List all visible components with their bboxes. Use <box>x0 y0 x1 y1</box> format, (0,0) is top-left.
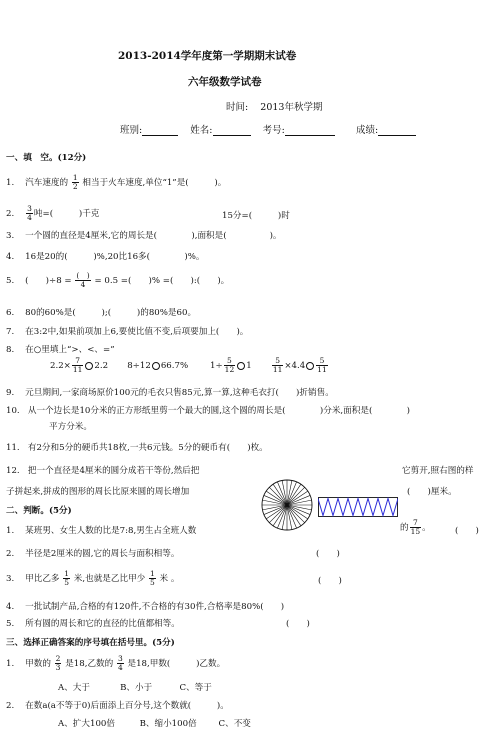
class-label: 班别: <box>120 125 143 136</box>
s1-question-8: 8. 在○里填上“>、<、=” <box>6 345 115 355</box>
circle-sector-line <box>287 505 305 523</box>
fraction: $\frac{1}{2}$ <box>72 173 78 191</box>
exam-title: 2013-2014学年度第一学期期末试卷 <box>118 50 297 62</box>
name-field[interactable] <box>213 126 251 136</box>
s2-q5-mark[interactable]: ( ) <box>286 619 310 629</box>
time-label: 时间: <box>226 102 249 113</box>
section3-title: 三、选择正确答案的序号填在括号里。(5分) <box>6 638 175 648</box>
class-field[interactable] <box>142 126 178 136</box>
s3-question-1: 1. 甲数的 $\frac{2}{3}$ 是18,乙数的 $\frac{3}{4}$ 是18,甲数( )乙数。 <box>6 654 226 672</box>
fraction: $\frac{( )}{4}$ <box>76 271 90 289</box>
s1-question-11: 11. 有2分和5分的硬币共18枚,一共6元钱。5分的硬币有( )枚。 <box>6 443 268 453</box>
s1-question-7: 7. 在3:2中,如果前项加上6,要使比值不变,后项要加上( )。 <box>6 327 249 337</box>
s1-question-6: 6. 80的60%是( );( )的80%是60。 <box>6 308 197 318</box>
s1-question-12-cont: 子拼起来,拼成的图形的周长比原来圆的周长增加 <box>6 487 190 497</box>
s3-question-2: 2. 在数a(a不等于0)后面添上百分号,这个数就( )。 <box>6 701 229 711</box>
s3-q1-options <box>58 681 212 693</box>
s2-question-1-tail: 的 $\frac{7}{15}$ 。 <box>400 518 431 536</box>
exam-no-field[interactable] <box>285 126 335 136</box>
s1-question-2: 2. $\frac{3}{4}$ 吨=( )千克 <box>6 204 100 222</box>
s3-q2-options <box>58 717 251 729</box>
divided-circle-figure <box>260 478 314 532</box>
s2-q3-mark[interactable]: ( ) <box>318 576 342 586</box>
s2-question-1: 1. 某班男、女生人数的比是7:8,男生占全班人数 <box>6 526 197 536</box>
exam-time <box>226 99 322 113</box>
circle-sector-line <box>269 505 287 523</box>
student-info-row <box>120 122 416 136</box>
circle-sector-line <box>269 487 287 505</box>
name-label: 姓名: <box>190 125 213 136</box>
option-a[interactable]: A、大于 <box>58 683 90 693</box>
section1-title: 一、填 空。(12分) <box>6 153 87 163</box>
s1-question-10-cont: 平方分米。 <box>49 422 92 432</box>
s1-question-9: 9. 元旦期间,一家商场原价100元的毛衣只售85元,算一算,这种毛衣打( )折销售。 <box>6 388 334 398</box>
s1-question-12-right: 它剪开,照右图的样 <box>402 466 474 476</box>
score-field[interactable] <box>378 126 416 136</box>
s2-question-4: 4. 一批试制产品,合格的有120件,不合格的有30件,合格率是80%( ) <box>6 602 285 612</box>
compare-circle[interactable] <box>237 362 245 370</box>
s2-q2-mark[interactable]: ( ) <box>316 549 340 559</box>
score-label: 成绩: <box>355 125 379 136</box>
s1-question-3: 3. 一个圆的直径是4厘米,它的周长是( ),面积是( )。 <box>6 231 282 241</box>
s1-question-12: 12. 把一个直径是4厘米的圆分成若干等份,然后把 <box>6 466 200 476</box>
s2-question-5: 5. 所有圆的周长和它的直径的比值都相等。 <box>6 619 180 629</box>
compare-circle[interactable] <box>152 362 160 370</box>
option-c[interactable]: C、不变 <box>218 719 251 729</box>
exam-no-label: 考号: <box>262 125 285 136</box>
s1-question-4: 4. 16是20的( )%,20比16多( )%。 <box>6 252 205 262</box>
s1-question-10: 10. 从一个边长是10分米的正方形纸里剪一个最大的圆,这个圆的周长是( )分米,面积是( ) <box>6 406 411 416</box>
option-a[interactable]: A、扩大100倍 <box>58 719 115 729</box>
s1-question-5: 5. ( )÷8 = $\frac{( )}{4}$ = 0.5 =( )% =( ):( )。 <box>6 271 230 289</box>
section2-title: 二、判断。(5分) <box>6 506 72 516</box>
fraction: $\frac{3}{4}$ <box>27 204 32 222</box>
s2-question-3: 3. 甲比乙多 $\frac{1}{5}$ 米,也就是乙比甲少 $\frac{1}{5}$ 米 。 <box>6 569 180 587</box>
circle-sector-line <box>287 487 305 505</box>
rearranged-zigzag-figure <box>318 497 398 517</box>
s1-question-2-right: 15分=( )时 <box>222 211 290 221</box>
compare-circle[interactable] <box>85 362 93 370</box>
time-value: 2013年秋学期 <box>260 102 323 113</box>
s1-question-1: 1. 汽车速度的 $\frac{1}{2}$ 相当于火车速度,单位“1”是( )。 <box>6 173 227 191</box>
s1-question-12-answer: ( )厘米。 <box>407 487 457 497</box>
option-b[interactable]: B、缩小100倍 <box>139 719 197 729</box>
s2-question-2: 2. 半径是2厘米的圆,它的周长与面积相等。 <box>6 549 180 559</box>
compare-circle[interactable] <box>306 362 314 370</box>
s2-q1-mark[interactable]: ( ) <box>455 526 479 536</box>
exam-subtitle: 六年级数学试卷 <box>188 76 262 88</box>
option-c[interactable]: C、等于 <box>179 683 212 693</box>
option-b[interactable]: B、小于 <box>120 683 153 693</box>
s1-question-8-comparisons: 2.2× $\frac{7}{11}$ 2.2 8÷12 66.7% 1÷ $\frac{5}{12}$ 1 $\frac{5}{11}$ ×4.4 $\frac{5}{11}$ <box>50 356 327 374</box>
